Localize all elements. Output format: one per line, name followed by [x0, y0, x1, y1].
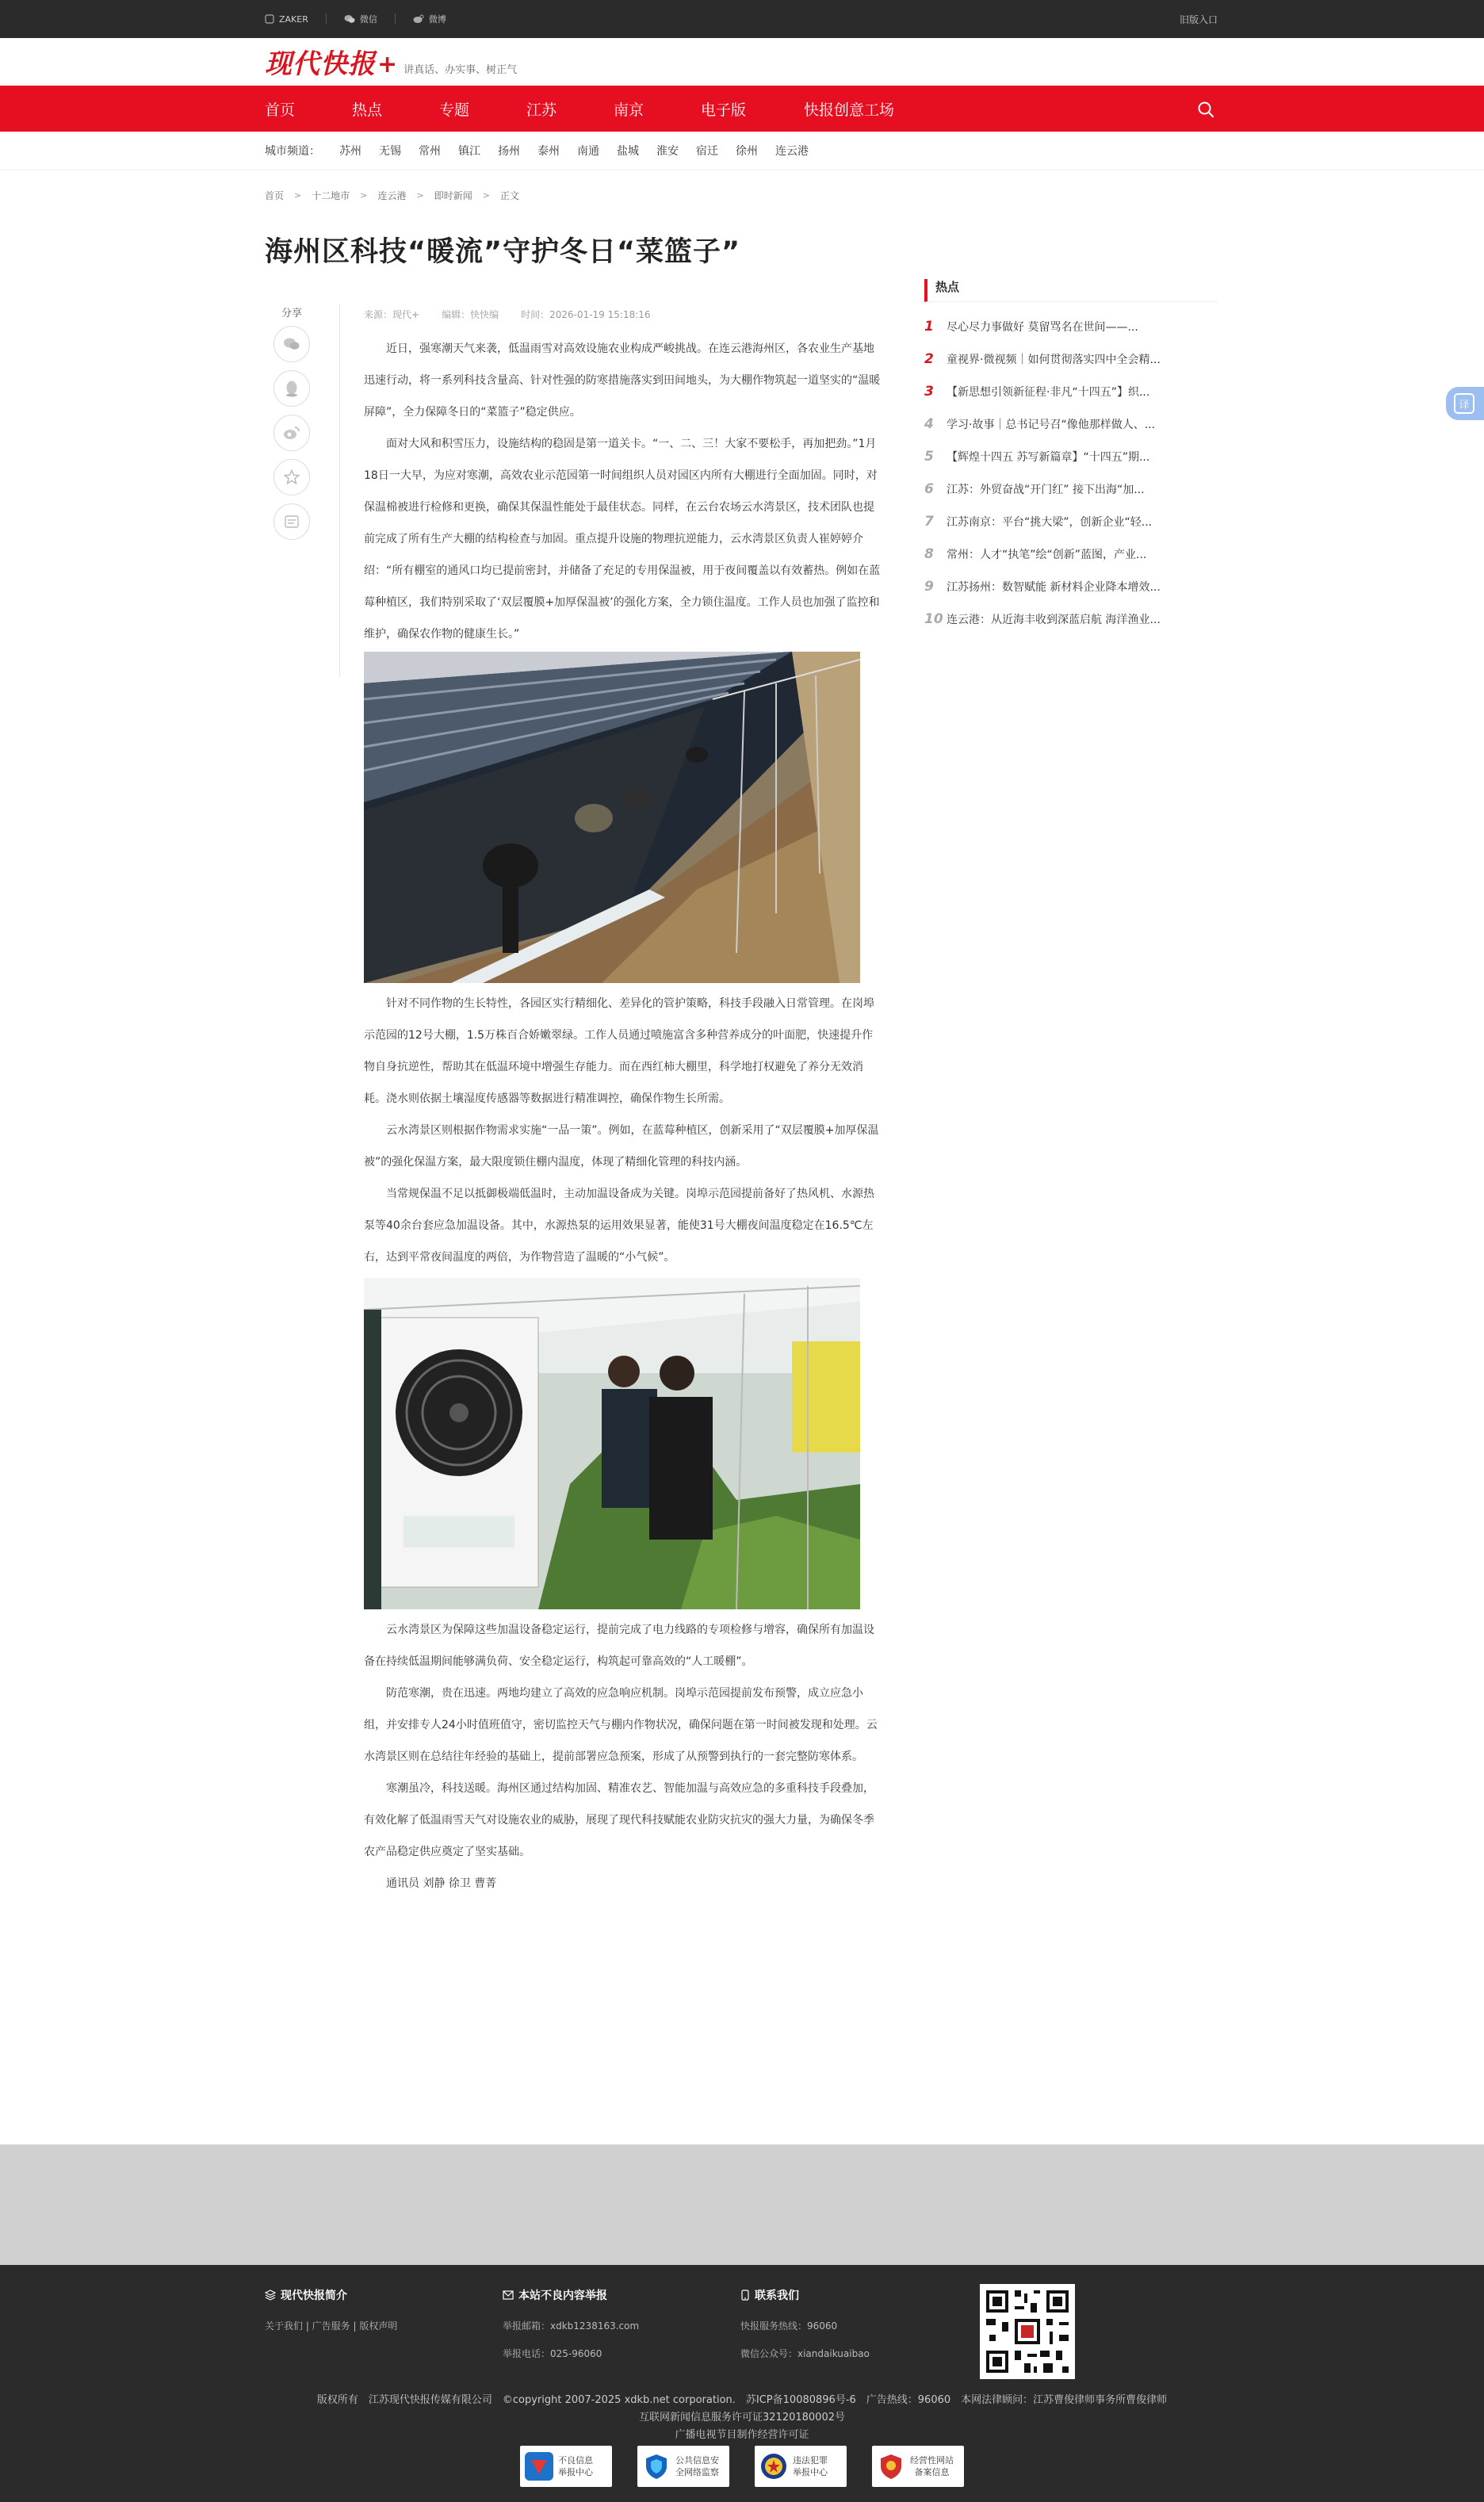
- badge-line: 不良信息: [558, 2455, 593, 2466]
- rank-number: 7: [924, 513, 934, 530]
- hot-news-link[interactable]: 江苏南京：平台“挑大梁”，创新企业“轻...: [947, 515, 1153, 529]
- hot-news-item[interactable]: [924, 342, 1218, 375]
- logo-plus: +: [377, 51, 398, 78]
- main-nav: [0, 86, 1484, 132]
- zaker-link[interactable]: [265, 13, 327, 25]
- rank-number: 6: [924, 480, 934, 497]
- search-icon[interactable]: [1197, 101, 1214, 118]
- mail-icon: [503, 2290, 514, 2300]
- footer-contact: [740, 2287, 870, 2374]
- hot-news-link[interactable]: 学习·故事｜总书记号召“像他那样做人、...: [947, 418, 1156, 431]
- city-channel-label: 城市频道：: [265, 145, 320, 158]
- article-source: 来源：现代+: [364, 309, 420, 320]
- qr-code-image: [980, 2284, 1075, 2379]
- logo-text: 现代快报: [265, 48, 376, 80]
- hot-news-item[interactable]: [924, 603, 1218, 635]
- rank-number: 3: [924, 383, 934, 400]
- footer-report: [503, 2287, 639, 2374]
- footer-report-title: 本站不良内容举报: [518, 2290, 607, 2302]
- article-paragraph: 云水湾景区则根据作物需求实施“一品一策”。例如，在蓝莓种植区，创新采用了“双层覆膜+加厚保温被”的强化保温方案，最大限度锁住棚内温度，体现了精细化管理的科技内涵。: [364, 1124, 879, 1169]
- share-qq-button[interactable]: [273, 370, 310, 407]
- greenhouse-workers-photo: [364, 652, 860, 983]
- badge-line: 经营性网站: [910, 2455, 954, 2466]
- rank-number: 4: [924, 415, 934, 432]
- network-police-badge[interactable]: [637, 2446, 729, 2487]
- top-bar-links: [265, 0, 464, 38]
- footer-report-phone: 举报电话：025-96060: [503, 2348, 602, 2359]
- wechat-icon: [283, 337, 300, 351]
- weibo-icon: [283, 426, 300, 440]
- hot-news-item[interactable]: [924, 505, 1218, 538]
- footer-about: [265, 2287, 397, 2347]
- footer-contact-hotline: 快报服务热线：96060: [740, 2320, 838, 2332]
- chevron-right-icon: >: [416, 190, 424, 201]
- translate-icon: 译: [1454, 393, 1474, 414]
- old-version-link[interactable]: 旧版入口: [1179, 13, 1218, 25]
- wechat-link[interactable]: [327, 13, 396, 25]
- weibo-link[interactable]: [396, 13, 464, 25]
- hot-news-item[interactable]: [924, 407, 1218, 440]
- city-link[interactable]: 扬州: [498, 145, 520, 158]
- share-divider: [339, 304, 340, 677]
- city-link[interactable]: 连云港: [775, 145, 809, 158]
- wechat-icon: [344, 14, 355, 24]
- city-link[interactable]: 镇江: [458, 145, 480, 158]
- license-line: 互联网新闻信息服务许可证32120180002号: [639, 2412, 845, 2424]
- hot-news-link[interactable]: 连云港：从近海丰收到深蓝启航 海洋渔业...: [947, 613, 1161, 626]
- rank-number: 2: [924, 350, 934, 367]
- favorite-button[interactable]: [273, 459, 310, 495]
- city-link[interactable]: 宿迁: [696, 145, 718, 158]
- article-meta: [364, 308, 673, 321]
- police-emblem-icon: [759, 2452, 788, 2481]
- rank-number: 9: [924, 578, 934, 595]
- nav-nanjing[interactable]: 南京: [614, 101, 644, 119]
- website-record-badge[interactable]: [872, 2446, 964, 2487]
- article-author: 通讯员 刘静 徐卫 曹菁: [386, 1877, 497, 1890]
- share-label: 分享: [281, 308, 302, 319]
- city-link[interactable]: 无锡: [379, 145, 401, 158]
- article-title: 海州区科技“暖流”守护冬日“菜篮子”: [265, 236, 741, 268]
- layers-icon: [265, 2290, 276, 2301]
- footer-copyright: [0, 2392, 1484, 2444]
- hot-news-link[interactable]: 【辉煌十四五 苏写新篇章】“十四五”期...: [947, 450, 1150, 464]
- site-footer: [0, 2265, 1484, 2502]
- breadcrumb-home[interactable]: 首页: [265, 190, 285, 201]
- footer-report-email[interactable]: 举报邮箱：xdkb1238163.com: [503, 2320, 640, 2332]
- footer-contact-title: 联系我们: [755, 2290, 799, 2302]
- breadcrumb-lianyungang[interactable]: 连云港: [377, 190, 407, 201]
- badge-line: 违法犯罪: [793, 2455, 828, 2466]
- chevron-right-icon: >: [360, 190, 368, 201]
- share-weibo-button[interactable]: [273, 415, 310, 451]
- footer-badges: [520, 2446, 989, 2487]
- city-link[interactable]: 盐城: [617, 145, 639, 158]
- breadcrumb: [265, 189, 519, 202]
- site-logo[interactable]: [265, 49, 517, 79]
- wechat-label: 微信: [359, 14, 377, 25]
- article-editor: 编辑：快快编: [442, 309, 499, 320]
- license-line: 广播电视节目制作经营许可证: [675, 2429, 809, 2441]
- weibo-label: 微博: [428, 14, 446, 25]
- hot-news-item[interactable]: [924, 538, 1218, 570]
- article-body: [364, 333, 882, 1899]
- text-lines-icon: [284, 515, 300, 529]
- nav-topics[interactable]: 专题: [439, 101, 470, 119]
- nav-hot[interactable]: 热点: [352, 101, 383, 119]
- hot-news-item[interactable]: [924, 310, 1218, 342]
- rank-number: 5: [924, 448, 934, 465]
- phone-icon: [740, 2290, 750, 2301]
- share-panel: [265, 304, 319, 548]
- article-paragraph: 针对不同作物的生长特性，各园区实行精细化、差异化的管护策略，科技手段融入日常管理。在岗埠示范园的12号大棚，1.5万株百合娇嫩翠绿。工作人员通过喷施富含多种营养成分的叶面肥，快速提升作物自身抗逆性，帮助其在低温环境中增强生存能力。而在西红柿大棚里，科学地打权避免了养分无效消耗。浇水则依据土壤湿度传感器等数据进行精准调控，确保作物生长所需。: [364, 997, 874, 1105]
- breadcrumb-current: 正文: [499, 190, 519, 201]
- hot-news-link[interactable]: 江苏：外贸奋战“开门红” 接下出海“加...: [947, 483, 1145, 496]
- city-link[interactable]: 徐州: [736, 145, 758, 158]
- rank-number: 1: [924, 318, 934, 335]
- city-link[interactable]: 常州: [419, 145, 441, 158]
- hot-news-link[interactable]: 童视界·微视频｜如何贯彻落实四中全会精...: [947, 353, 1161, 366]
- city-link[interactable]: 泰州: [537, 145, 560, 158]
- hot-news-item[interactable]: [924, 472, 1218, 505]
- article-paragraph: 云水湾景区为保障这些加温设备稳定运行，提前完成了电力线路的专项检修与增容，确保所有加温设备在持续低温期间能够满负荷、安全稳定运行，构筑起可靠高效的“人工暖棚”。: [364, 1624, 874, 1668]
- shield-icon: [642, 2452, 671, 2481]
- hot-news-item[interactable]: [924, 570, 1218, 603]
- article-paragraph: 面对大风和积雪压力，设施结构的稳固是第一道关卡。“一、二、三！大家不要松手，再加把劲。”1月18日一大早，为应对寒潮，高效农业示范园第一时间组织人员对园区内所有大棚进行全面加固。同时，对保温棉被进行检修和更换，确保其保温性能处于最佳状态。同样，在云台农场云水湾景区，技术团队也提前完成了所有生产大棚的结构检查与加固。重点提升设施的物理抗逆能力，云水湾景区负责人崔婷婷介绍：“所有棚室的通风口均已提前密封，并储备了充足的专用保温被，用于夜间覆盖以有效蓄热。例如在蓝莓种植区，我们特别采取了‘双层覆膜+加厚保温被’的强化方案，全力锁住温度。工作人员也加强了监控和维护，确保农作物的健康生长。”: [364, 438, 881, 641]
- rank-number: 10: [924, 610, 943, 627]
- top-bar: [0, 0, 1484, 38]
- article-time: 时间：2026-01-19 15:18:16: [521, 309, 651, 320]
- badge-line: 全网络监察: [675, 2467, 719, 2477]
- badge-line: 公共信息安: [675, 2455, 719, 2466]
- zaker-icon: [265, 14, 274, 24]
- city-channel-bar: [0, 132, 1484, 170]
- site-slogan: 讲真话、办实事、树正气: [404, 64, 518, 76]
- qq-icon: [285, 380, 299, 397]
- hot-news-item[interactable]: [924, 375, 1218, 407]
- rank-number: 8: [924, 545, 934, 562]
- hot-news-link[interactable]: 【新思想引领新征程·非凡“十四五”】织...: [947, 385, 1150, 399]
- breadcrumb-instant-news[interactable]: 即时新闻: [434, 190, 472, 201]
- red-shield-icon: [877, 2452, 905, 2481]
- copyright-line: 版权所有 江苏现代快报传媒有限公司 ©copyright 2007-2025 xdkb.net corporation. 苏ICP备10080896号-6 广告热线：96060 本网法律顾问：江苏曹俊律师事务所曹俊律师: [316, 2394, 1168, 2406]
- badge-line: 举报中心: [793, 2467, 828, 2477]
- nav-jiangsu[interactable]: 江苏: [526, 101, 557, 119]
- article-paragraph: 寒潮虽冷，科技送暖。海州区通过结构加固、精准农艺、智能加温与高效应急的多重科技手段叠加，有效化解了低温雨雪天气对设施农业的威胁，展现了现代科技赋能农业防灾抗灾的强大力量，为确保冬季农产品稳定供应奠定了坚实基础。: [364, 1782, 874, 1858]
- zaker-label: ZAKER: [279, 13, 308, 25]
- footer-about-links[interactable]: 关于我们 | 广告服务 | 版权声明: [265, 2320, 398, 2332]
- hot-news-link[interactable]: 常州：人才“执笔”绘“创新”蓝图，产业...: [947, 548, 1147, 561]
- heat-pump-photo: [364, 1278, 860, 1609]
- hot-news-sidebar: [924, 279, 1218, 635]
- chevron-right-icon: >: [294, 190, 302, 201]
- footer-contact-wechat: 微信公众号：xiandaikuaibao: [740, 2348, 870, 2359]
- hot-news-item[interactable]: [924, 440, 1218, 472]
- hot-news-link[interactable]: 江苏扬州：数智赋能 新材料企业降本增效...: [947, 580, 1161, 594]
- article-paragraph: 当常规保温不足以抵御极端低温时，主动加温设备成为关键。岗埠示范园提前备好了热风机、水源热泵等40余台套应急加温设备。其中，水源热泵的运用效果显著，能使31号大棚夜间温度稳定在16.5℃左右，达到平常夜间温度的两倍，为作物营造了温暖的“小气候”。: [364, 1188, 874, 1264]
- chevron-right-icon: >: [482, 190, 490, 201]
- city-link[interactable]: 淮安: [656, 145, 679, 158]
- breadcrumb-cities[interactable]: 十二地市: [312, 190, 350, 201]
- ad-placeholder-band: [0, 2144, 1484, 2265]
- city-link[interactable]: 南通: [577, 145, 599, 158]
- nav-epaper[interactable]: 电子版: [701, 101, 747, 119]
- report-center-badge[interactable]: [520, 2446, 612, 2487]
- footer-about-title: 现代快报简介: [281, 2290, 347, 2302]
- hot-news-title: 热点: [924, 279, 1218, 302]
- weibo-icon: [413, 14, 424, 24]
- share-wechat-button[interactable]: [273, 326, 310, 362]
- article-paragraph: 近日，强寒潮天气来袭，低温雨雪对高效设施农业构成严峻挑战。在连云港海州区，各农业生产基地迅速行动，将一系列科技含量高、针对性强的防寒措施落实到田间地头，为大棚作物筑起一道坚实的“温暖屏障”，全力保障冬日的“菜篮子”稳定供应。: [364, 342, 881, 419]
- city-link[interactable]: 苏州: [339, 145, 361, 158]
- star-icon: [284, 469, 300, 485]
- badge-line: 备案信息: [914, 2467, 950, 2477]
- badge-line: 举报中心: [558, 2467, 593, 2477]
- nav-creative-workshop[interactable]: 快报创意工场: [804, 101, 895, 119]
- article-paragraph: 防范寒潮，贵在迅速。两地均建立了高效的应急响应机制。岗埠示范园提前发布预警，成立应急小组，并安排专人24小时值班值守，密切监控天气与棚内作物状况，确保问题在第一时间被发现和处理。云水湾景区则在总结往年经验的基础上，提前部署应急预案，形成了从预警到执行的一套完整防寒体系。: [364, 1687, 878, 1763]
- site-header: [0, 38, 1484, 86]
- crime-report-badge[interactable]: [755, 2446, 847, 2487]
- translate-button[interactable]: [1446, 387, 1484, 420]
- report-center-icon: [525, 2452, 553, 2481]
- hot-news-link[interactable]: 尽心尽力事做好 莫留骂名在世间——...: [947, 320, 1138, 334]
- nav-home[interactable]: 首页: [265, 101, 296, 119]
- font-size-button[interactable]: [273, 503, 310, 540]
